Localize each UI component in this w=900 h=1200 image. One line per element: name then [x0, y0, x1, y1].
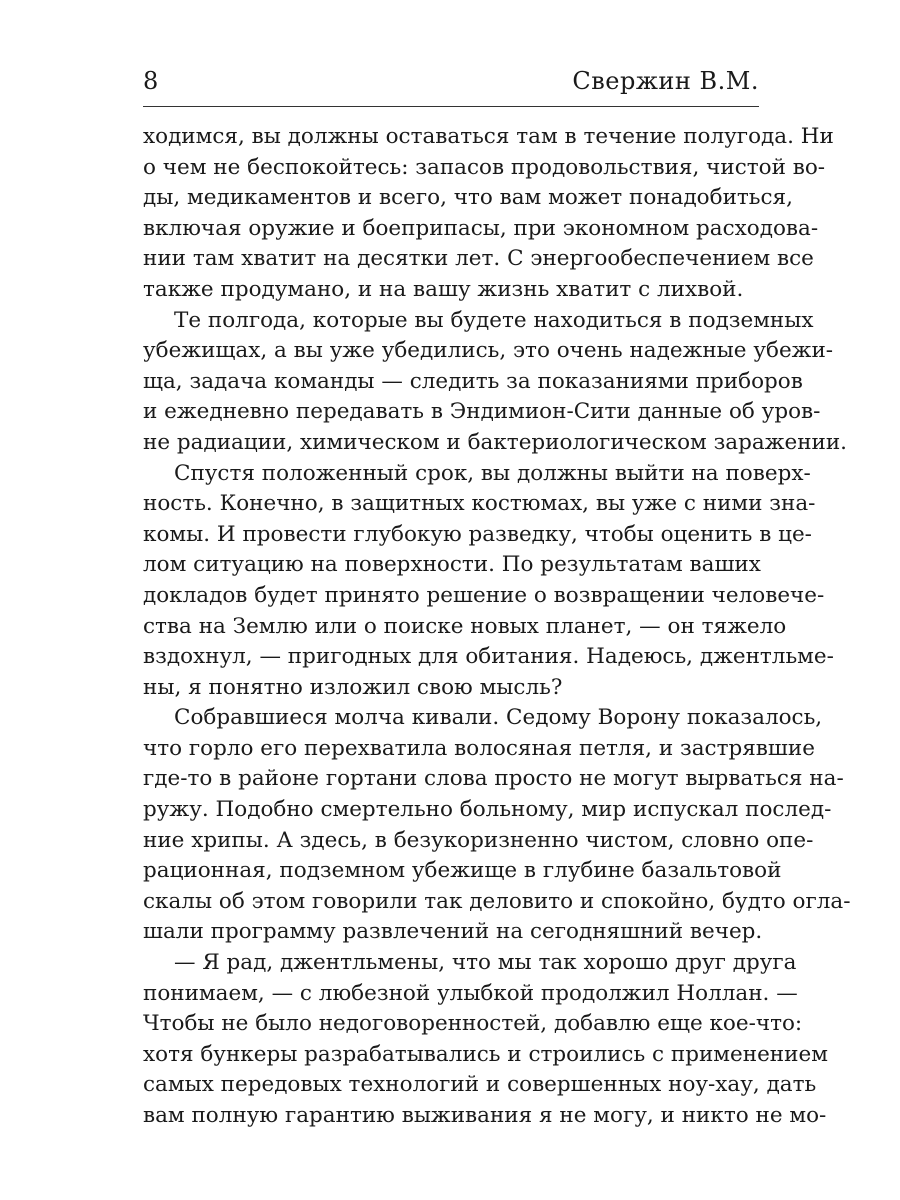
header-rule: [143, 106, 759, 107]
text-line: докладов будет принято решение о возвращении человече-: [143, 582, 825, 608]
text-line: скалы об этом говорили так деловито и спокойно, будто огла-: [143, 888, 851, 914]
text-line: что горло его перехватила волосяная петля, и застрявшие: [143, 735, 815, 761]
text-line: ние хрипы. А здесь, в безукоризненно чистом, словно опе-: [143, 827, 814, 853]
text-body: [143, 122, 851, 1132]
text-line: ща, задача команды — следить за показаниями приборов: [143, 368, 803, 394]
paragraph-first-line: Собравшиеся молча кивали. Седому Ворону показалось,: [174, 705, 823, 731]
text-line: лом ситуацию на поверхности. По результатам ваших: [143, 552, 761, 578]
text-line: комы. И провести глубокую разведку, чтобы оценить в це-: [143, 521, 812, 547]
text-line: где-то в районе гортани слова просто не могут вырваться на-: [143, 766, 844, 792]
text-line: включая оружие и боеприпасы, при экономном расходова-: [143, 215, 819, 241]
paragraph-first-line: Спустя положенный срок, вы должны выйти на поверх-: [174, 460, 811, 486]
text-line: хотя бункеры разрабатывались и строились с применением: [143, 1041, 828, 1067]
text-line: шали программу развлечений на сегодняшний вечер.: [143, 919, 763, 945]
text-line: ства на Землю или о поиске новых планет, — он тяжело: [143, 613, 787, 639]
text-line: ходимся, вы должны оставаться там в течение полугода. Ни: [143, 124, 834, 149]
text-line: убежищах, а вы уже убедились, это очень надежные убежи-: [143, 338, 834, 364]
text-line: ружу. Подобно смертельно больному, мир испускал послед-: [143, 797, 832, 823]
text-line: не радиации, химическом и бактериологическом заражении.: [143, 429, 848, 455]
paragraph-first-line: Те полгода, которые вы будете находиться в подземных: [174, 307, 814, 333]
text-line: ды, медикаментов и всего, что вам может понадобиться,: [143, 185, 793, 211]
text-line: ность. Конечно, в защитных костюмах, вы уже с ними зна-: [143, 491, 816, 517]
text-line: самых передовых технологий и совершенных ноу-хау, дать: [143, 1072, 817, 1098]
running-head-author: Свержин В.М.: [572, 67, 759, 95]
text-line: вздохнул, — пригодных для обитания. Надеюсь, джентльме-: [143, 644, 834, 670]
text-line: понимаем, — с любезной улыбкой продолжил Ноллан. —: [143, 980, 798, 1006]
page-header: [143, 64, 759, 100]
text-line: рационная, подземном убежище в глубине базальтовой: [143, 858, 782, 884]
paragraph-first-line: — Я рад, джентльмены, что мы так хорошо друг друга: [174, 950, 797, 976]
text-line: Чтобы не было недоговоренностей, добавлю еще кое-что:: [143, 1011, 803, 1037]
text-line: нии там хватит на десятки лет. С энергообеспечением все: [143, 246, 814, 272]
text-line: и ежедневно передавать в Эндимион-Сити данные об уров-: [143, 399, 821, 425]
text-line: о чем не беспокойтесь: запасов продовольствия, чистой во-: [143, 154, 826, 180]
text-line: ны, я понятно изложил свою мысль?: [143, 674, 563, 700]
text-line: также продумано, и на вашу жизнь хватит с лихвой.: [143, 276, 744, 302]
page-number: 8: [143, 67, 159, 95]
text-line: вам полную гарантию выживания я не могу, и никто не мо-: [143, 1103, 827, 1128]
